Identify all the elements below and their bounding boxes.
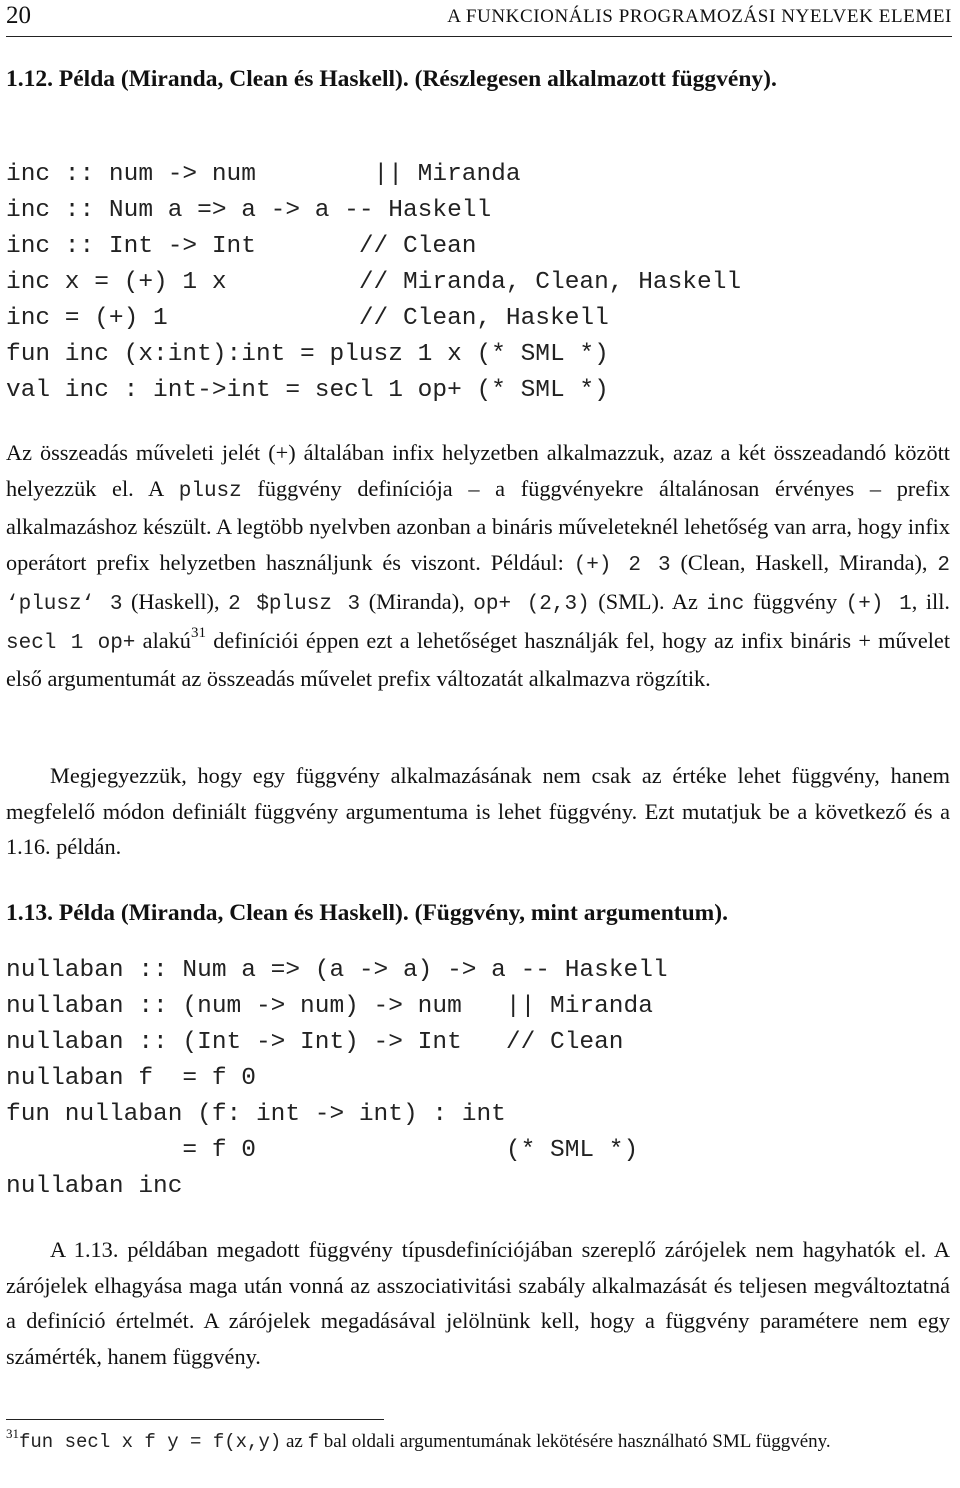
text-run: , ill.: [911, 588, 950, 614]
inline-code: plusz: [178, 479, 242, 503]
text-run: A 1.13. példában megadott függvény típusdefiníciójában szereplő zárójelek nem hagyhatók el. A zárójelek elhagyása maga után vonná az asszociativitási szabály alkalmazását és teljesen megváltoztatná a definíció értelmét. A zárójelek megadásával jelölnünk kell, hogy a függvény paramétere nem egy számérték, hanem függvény.: [6, 1237, 950, 1370]
page-number: 20: [6, 2, 31, 29]
footnote-rule: [6, 1419, 384, 1420]
text-run: (SML). Az: [589, 588, 707, 614]
inline-code: fun secl x f y = f(x,y): [19, 1431, 282, 1453]
text-run: definíciói éppen ezt a lehetőséget használják fel, hogy az infix bináris + művelet első argumentumát az összeadás művelet prefix változatát alkalmazva rögzítik.: [6, 627, 951, 692]
page-header: [6, 2, 952, 32]
inline-code: (+) 1: [845, 592, 912, 616]
inline-code: op+ (2,3): [473, 592, 590, 616]
running-head: A FUNKCIONÁLIS PROGRAMOZÁSI NYELVEK ELEMEI: [447, 6, 952, 27]
text-run: bal oldali argumentumának lekötésére használható SML függvény.: [319, 1431, 831, 1452]
code-block-inc: inc :: num -> num || Miranda inc :: Num a => a -> a -- Haskell inc :: Int -> Int // Clean inc x = (+) 1 x // Miranda, Clean, Haskell inc = (+) 1 // Clean, Haskell fun inc (x:int):int = plusz 1 x (* SML *) val inc : int->int = secl 1 op+ (* SML *): [6, 161, 742, 404]
text-run: függvény definíciója – a függvényekre általánosan érvényes – prefix alkalmazáshoz készült. A legtöbb nyelvben azonban a bináris műveleteknél lehetőség van arra, hogy infix operátort prefix helyzetben használjunk és viszont. Például:: [6, 475, 950, 576]
text-run: Az összeadás műveleti jelét (+) általában infix helyzetben alkalmazzuk, azaz a két összeadandó között helyezzük el. A: [6, 440, 950, 501]
code-block-nullaban: nullaban :: Num a => (a -> a) -> a -- Haskell nullaban :: (num -> num) -> num || Miranda nullaban :: (Int -> Int) -> Int // Clean nullaban f = f 0 fun nullaban (f: int -> int) : int = f 0 (* SML *) nullaban inc: [6, 957, 668, 1200]
text-run: alakú: [135, 627, 191, 653]
text-run: Megjegyezzük, hogy egy függvény alkalmazásának nem csak az értéke lehet függvény, hanem megfelelő módon definiált függvény argumentuma is lehet függvény. Ezt mutatjuk be a következő és a 1.16. példán.: [6, 763, 950, 860]
example-title-1-13: 1.13. Példa (Miranda, Clean és Haskell). (Függvény, mint argumentum).: [6, 900, 728, 926]
text-run: (Clean, Haskell, Miranda),: [670, 550, 938, 576]
footnote-ref[interactable]: 31: [190, 624, 206, 641]
paragraph-infix: [6, 435, 950, 697]
header-rule: [6, 36, 952, 37]
inline-code: secl 1 op+: [6, 631, 136, 655]
text-run: függvény: [744, 588, 846, 614]
inline-code: inc: [706, 592, 745, 616]
inline-code: (+) 2 3: [573, 554, 671, 578]
text-run: az: [281, 1431, 308, 1452]
inline-code: 2 ‘plusz‘ 3: [6, 554, 951, 616]
footnote-number: 31: [6, 1426, 19, 1441]
paragraph-function-argument: [6, 758, 950, 865]
inline-code: 2 $plusz 3: [228, 592, 361, 616]
footnote-31: [6, 1427, 950, 1457]
paragraph-parentheses: [6, 1232, 950, 1375]
example-title-1-12: 1.12. Példa (Miranda, Clean és Haskell). (Részlegesen alkalmazott függvény).: [6, 66, 777, 92]
text-run: (Miranda),: [360, 588, 474, 614]
text-run: (Haskell),: [122, 588, 229, 614]
inline-code: f: [307, 1431, 320, 1453]
